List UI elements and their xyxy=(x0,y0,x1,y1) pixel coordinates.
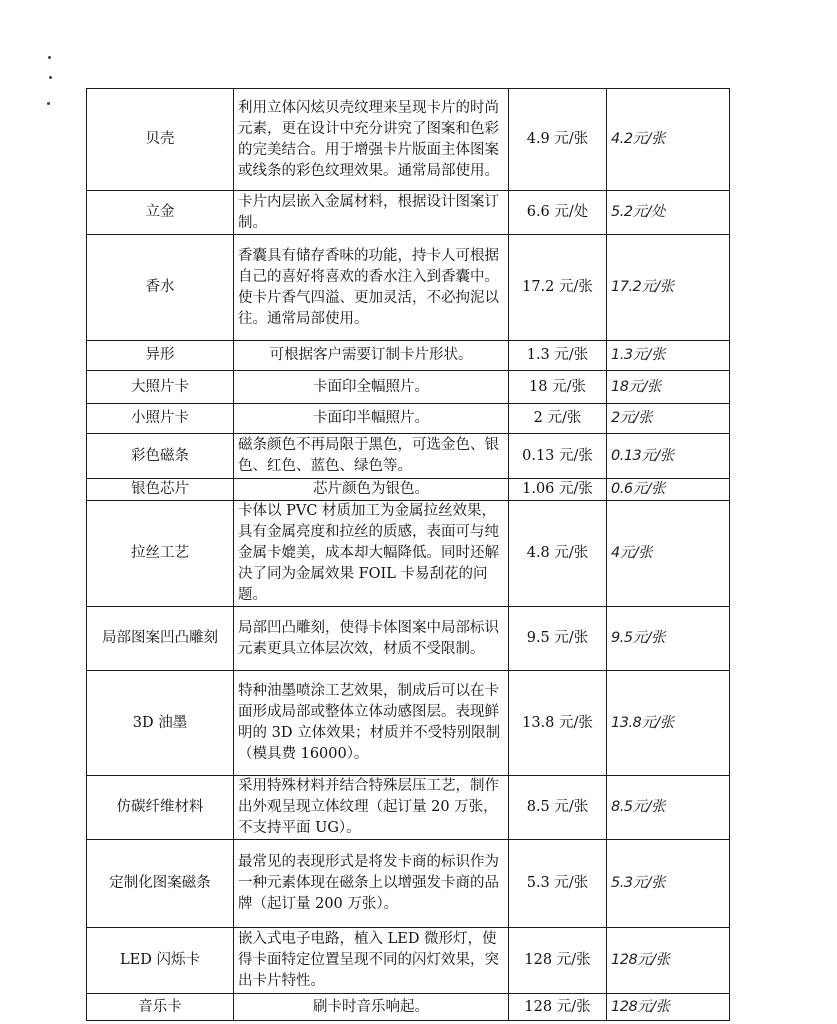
handwritten-price: 9.5元/张 xyxy=(607,607,730,671)
item-description: 特种油墨喷涂工艺效果，制成后可以在卡面形成局部或整体立体动感图层。表现鲜明的 3D 立体效果；材质并不受特别限制（模具费 16000）。 xyxy=(234,671,509,776)
item-name: 贝壳 xyxy=(87,89,234,191)
item-description: 采用特殊材料并结合特殊层压工艺，制作出外观呈现立体纹理（起订量 20 万张，不支持平面 UG）。 xyxy=(234,776,509,840)
table-row xyxy=(87,776,730,840)
handwritten-price: 4元/张 xyxy=(607,501,730,607)
handwritten-price: 0.13元/张 xyxy=(607,434,730,479)
table-row xyxy=(87,671,730,776)
item-name: 拉丝工艺 xyxy=(87,501,234,607)
item-name: 大照片卡 xyxy=(87,371,234,404)
table-row xyxy=(87,994,730,1021)
item-description: 卡面印半幅照片。 xyxy=(234,404,509,434)
item-description: 最常见的表现形式是将发卡商的标识作为一种元素体现在磁条上以增强发卡商的品牌（起订量 200 万张）。 xyxy=(234,840,509,928)
item-price: 128 元/张 xyxy=(509,994,607,1021)
item-description: 利用立体闪炫贝壳纹理来呈现卡片的时尚元素，更在设计中充分讲究了图案和色彩的完美结合。用于增强卡片版面主体图案或线条的彩色纹理效果。通常局部使用。 xyxy=(234,89,509,191)
handwritten-price: 2元/张 xyxy=(607,404,730,434)
item-name: 立金 xyxy=(87,191,234,235)
handwritten-price: 5.3元/张 xyxy=(607,840,730,928)
item-price: 17.2 元/张 xyxy=(509,235,607,341)
item-price: 4.8 元/张 xyxy=(509,501,607,607)
item-description: 芯片颜色为银色。 xyxy=(234,479,509,501)
margin-dot xyxy=(48,56,51,59)
item-name: LED 闪烁卡 xyxy=(87,928,234,994)
table-row xyxy=(87,840,730,928)
table-row xyxy=(87,434,730,479)
handwritten-price: 5.2元/处 xyxy=(607,191,730,235)
table-row xyxy=(87,235,730,341)
table-row xyxy=(87,928,730,994)
item-price: 1.06 元/张 xyxy=(509,479,607,501)
handwritten-price: 8.5元/张 xyxy=(607,776,730,840)
item-description: 嵌入式电子电路，植入 LED 微形灯，使得卡面特定位置呈现不同的闪灯效果，突出卡片特性。 xyxy=(234,928,509,994)
table-row xyxy=(87,191,730,235)
scan-margin-marks xyxy=(44,52,54,112)
handwritten-price: 18元/张 xyxy=(607,371,730,404)
table-row xyxy=(87,501,730,607)
item-name: 小照片卡 xyxy=(87,404,234,434)
item-description: 刷卡时音乐响起。 xyxy=(234,994,509,1021)
handwritten-price: 1.3元/张 xyxy=(607,341,730,371)
item-name: 异形 xyxy=(87,341,234,371)
item-price: 5.3 元/张 xyxy=(509,840,607,928)
item-price: 6.6 元/处 xyxy=(509,191,607,235)
handwritten-price: 0.6元/张 xyxy=(607,479,730,501)
handwritten-price: 128元/张 xyxy=(607,994,730,1021)
item-price: 9.5 元/张 xyxy=(509,607,607,671)
handwritten-price: 17.2元/张 xyxy=(607,235,730,341)
table-row xyxy=(87,607,730,671)
item-description: 可根据客户需要订制卡片形状。 xyxy=(234,341,509,371)
table-row xyxy=(87,89,730,191)
item-name: 彩色磁条 xyxy=(87,434,234,479)
item-name: 仿碳纤维材料 xyxy=(87,776,234,840)
handwritten-price: 13.8元/张 xyxy=(607,671,730,776)
item-description: 局部凹凸雕刻，使得卡体图案中局部标识元素更具立体层次效，材质不受限制。 xyxy=(234,607,509,671)
item-description: 卡体以 PVC 材质加工为金属拉丝效果，具有金属亮度和拉丝的质感，表面可与纯金属卡媲美，成本却大幅降低。同时还解决了同为金属效果 FOIL 卡易刮花的问题。 xyxy=(234,501,509,607)
margin-dot xyxy=(47,102,50,105)
handwritten-price: 128元/张 xyxy=(607,928,730,994)
item-price: 2 元/张 xyxy=(509,404,607,434)
item-price: 1.3 元/张 xyxy=(509,341,607,371)
margin-dot xyxy=(49,76,52,79)
handwritten-price: 4.2元/张 xyxy=(607,89,730,191)
item-price: 128 元/张 xyxy=(509,928,607,994)
item-description: 磁条颜色不再局限于黑色，可选金色、银色、红色、蓝色、绿色等。 xyxy=(234,434,509,479)
item-name: 银色芯片 xyxy=(87,479,234,501)
item-price: 4.9 元/张 xyxy=(509,89,607,191)
price-table xyxy=(86,88,730,1021)
item-description: 卡片内层嵌入金属材料，根据设计图案订制。 xyxy=(234,191,509,235)
item-price: 18 元/张 xyxy=(509,371,607,404)
item-name: 音乐卡 xyxy=(87,994,234,1021)
item-name: 香水 xyxy=(87,235,234,341)
item-price: 0.13 元/张 xyxy=(509,434,607,479)
item-description: 卡面印全幅照片。 xyxy=(234,371,509,404)
item-name: 局部图案凹凸雕刻 xyxy=(87,607,234,671)
table-row xyxy=(87,404,730,434)
item-price: 13.8 元/张 xyxy=(509,671,607,776)
item-description: 香囊具有储存香味的功能，持卡人可根据自己的喜好将喜欢的香水注入到香囊中。使卡片香气四溢、更加灵活，不必拘泥以往。通常局部使用。 xyxy=(234,235,509,341)
item-price: 8.5 元/张 xyxy=(509,776,607,840)
table-row xyxy=(87,479,730,501)
table-row xyxy=(87,341,730,371)
table-row xyxy=(87,371,730,404)
item-name: 3D 油墨 xyxy=(87,671,234,776)
item-name: 定制化图案磁条 xyxy=(87,840,234,928)
